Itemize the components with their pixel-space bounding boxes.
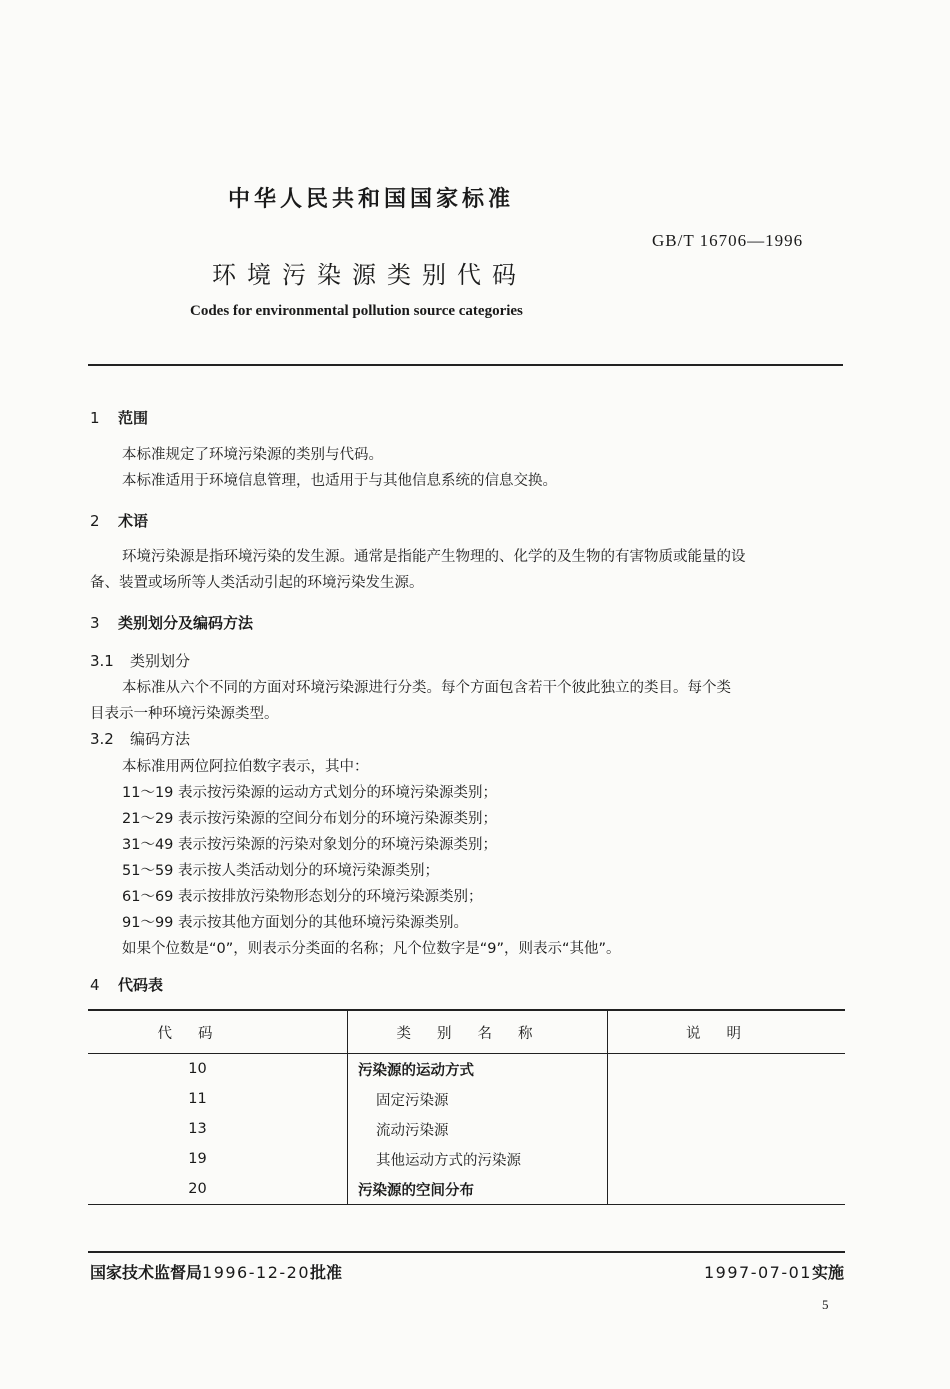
subsection-title: 编码方法 <box>130 730 191 748</box>
table-row <box>88 1084 845 1114</box>
cell-note <box>608 1174 845 1205</box>
cell-code: 19 <box>188 1151 207 1167</box>
implementation-line <box>704 1260 844 1283</box>
subsection-3-2-heading <box>90 728 190 749</box>
footer-divider <box>88 1251 845 1253</box>
implementation-date: 1997-07-01 <box>704 1263 812 1282</box>
approval-org: 国家技术监督局 <box>90 1263 203 1282</box>
approval-word: 批准 <box>310 1263 343 1282</box>
paragraph: 如果个位数是“0”，则表示分类面的名称；凡个位数字是“9”，则表示“其他”。 <box>122 941 621 957</box>
column-header-name: 类别名称 <box>347 1010 607 1054</box>
section-number: 1 <box>90 409 100 427</box>
header-divider <box>88 364 843 366</box>
cell-note <box>608 1114 845 1144</box>
implementation-word: 实施 <box>811 1263 844 1282</box>
list-item: 61～69 表示按排放污染物形态划分的环境污染源类别； <box>122 889 483 905</box>
cell-code: 13 <box>188 1121 207 1137</box>
section-4-heading <box>90 974 163 995</box>
column-header-note: 说明 <box>608 1010 845 1054</box>
cell-name: 流动污染源 <box>347 1114 607 1144</box>
cell-note <box>608 1144 845 1174</box>
paragraph: 本标准从六个不同的方面对环境污染源进行分类。每个方面包含若干个彼此独立的类目。每个类 <box>122 680 731 696</box>
subsection-number: 3.1 <box>90 652 114 670</box>
table-header-row <box>88 1010 845 1054</box>
section-number: 2 <box>90 512 100 530</box>
section-number: 3 <box>90 614 100 632</box>
paragraph: 本标准适用于环境信息管理，也适用于与其他信息系统的信息交换。 <box>122 473 557 489</box>
paragraph: 本标准规定了环境污染源的类别与代码。 <box>122 447 383 463</box>
table-row <box>88 1144 845 1174</box>
section-2-heading <box>90 510 148 531</box>
approval-date: 1996-12-20 <box>202 1263 310 1282</box>
section-title: 类别划分及编码方法 <box>118 614 254 632</box>
paragraph: 目表示一种环境污染源类型。 <box>90 706 279 722</box>
table-row <box>88 1114 845 1144</box>
paragraph: 本标准用两位阿拉伯数字表示，其中： <box>122 759 369 775</box>
cell-code: 20 <box>188 1181 207 1197</box>
paragraph: 环境污染源是指环境污染的发生源。通常是指能产生物理的、化学的及生物的有害物质或能量的设 <box>122 549 746 565</box>
code-table <box>88 1009 845 1205</box>
list-item: 91～99 表示按其他方面划分的其他环境污染源类别。 <box>122 915 469 931</box>
subsection-3-1-heading <box>90 650 190 671</box>
list-item: 11～19 表示按污染源的运动方式划分的环境污染源类别； <box>122 785 498 801</box>
approval-line <box>90 1260 342 1283</box>
cell-note <box>608 1054 845 1085</box>
section-title: 代码表 <box>118 976 164 994</box>
list-item: 21～29 表示按污染源的空间分布划分的环境污染源类别； <box>122 811 498 827</box>
section-title: 术语 <box>118 512 149 530</box>
list-item: 31～49 表示按污染源的污染对象划分的环境污染源类别； <box>122 837 498 853</box>
section-3-heading <box>90 612 253 633</box>
standard-code: GB/T 16706—1996 <box>652 231 804 250</box>
issuer-heading: 中华人民共和国国家标准 <box>228 187 515 212</box>
cell-name: 固定污染源 <box>347 1084 607 1114</box>
subsection-number: 3.2 <box>90 730 114 748</box>
page-title: 环境污染源类别代码 <box>212 261 527 289</box>
cell-name: 污染源的运动方式 <box>347 1054 607 1085</box>
table-row <box>88 1174 845 1205</box>
cell-code: 11 <box>188 1091 207 1107</box>
cell-note <box>608 1084 845 1114</box>
page-number: 5 <box>822 1297 829 1312</box>
section-title: 范围 <box>118 409 149 427</box>
cell-name: 污染源的空间分布 <box>347 1174 607 1205</box>
english-title: Codes for environmental pollution source categories <box>190 303 523 319</box>
cell-name: 其他运动方式的污染源 <box>347 1144 607 1174</box>
list-item: 51～59 表示按人类活动划分的环境污染源类别； <box>122 863 440 879</box>
subsection-title: 类别划分 <box>130 652 191 670</box>
section-number: 4 <box>90 976 100 994</box>
paragraph: 备、装置或场所等人类活动引起的环境污染发生源。 <box>90 575 424 591</box>
table-row <box>88 1054 845 1085</box>
cell-code: 10 <box>188 1061 207 1077</box>
section-1-heading <box>90 407 148 428</box>
column-header-code: 代码 <box>88 1010 347 1054</box>
